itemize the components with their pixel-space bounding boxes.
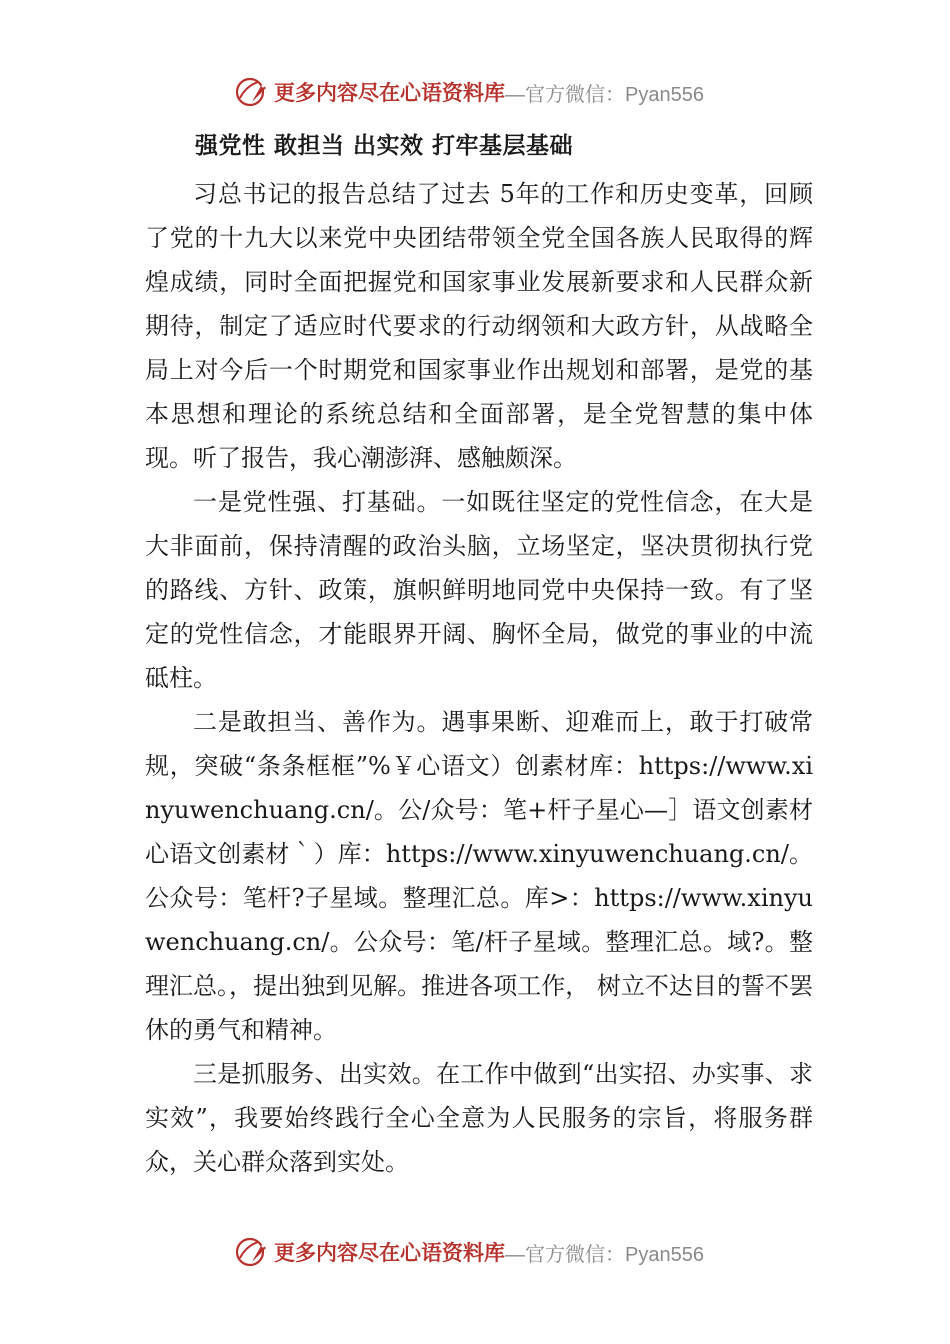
banner-wechat: —官方微信：Pyan556 bbox=[505, 83, 704, 106]
paragraph-4: 三是抓服务、出实效。在工作中做到“出实招、办实事、求实效”，我要始终践行全心全意为人民服务的宗旨，将服务群众，关心群众落到实处。 bbox=[145, 1060, 813, 1176]
footer-title: 更多内容尽在心语资料库 bbox=[274, 1240, 505, 1265]
paragraph-2: 一是党性强、打基础。一如既往坚定的党性信念，在大是大非面前，保持清醒的政治头脑，立场坚定，坚决贯彻执行党的路线、方针、政策，旗帜鲜明地同党中央保持一致。有了坚定的党性信念，才能眼界开阔、胸怀全局，做党的事业的中流砥柱。 bbox=[145, 488, 813, 692]
paragraph-1: 习总书记的报告总结了过去 5年的工作和历史变革，回顾了党的十九大以来党中央团结带领全党全国各族人民取得的辉煌成绩，同时全面把握党和国家事业发展新要求和人民群众新期待，制定了适应时代要求的行动纲领和大政方针，从战略全局上对今后一个时期党和国家事业作出规划和部署，是党的基本思想和理论的系统总结和全面部署，是全党智慧的集中体现。听了报告，我心潮澎湃、感触颇深。 bbox=[145, 180, 813, 472]
fountain-pen-logo-icon bbox=[232, 1232, 272, 1272]
header-banner bbox=[232, 72, 704, 112]
banner-title: 更多内容尽在心语资料库 bbox=[274, 80, 505, 105]
fountain-pen-logo-icon bbox=[232, 72, 272, 112]
article bbox=[145, 124, 813, 1184]
paragraph-3: 二是敢担当、善作为。遇事果断、迎难而上，敢于打破常规，突破“条条框框”%￥心语文）创素材库：https://www.xinyuwenchuang.cn/。公/众号：笔+杆子星心—］语文创素材心语文创素材｀）库：https://www.xinyuwenchuang.cn/。公众号：笔杆?子星域。整理汇总。库>：https://www.xinyuwenchuang.cn/。公众号：笔/杆子星域。整理汇总。域?。整理汇总。，提出独到见解。推进各项工作， 树立不达目的誓不罢休的勇气和精神。 bbox=[145, 708, 813, 1044]
article-title: 强党性 敢担当 出实效 打牢基层基础 bbox=[195, 133, 574, 159]
footer-banner bbox=[232, 1232, 704, 1272]
footer-wechat: —官方微信：Pyan556 bbox=[505, 1243, 704, 1266]
